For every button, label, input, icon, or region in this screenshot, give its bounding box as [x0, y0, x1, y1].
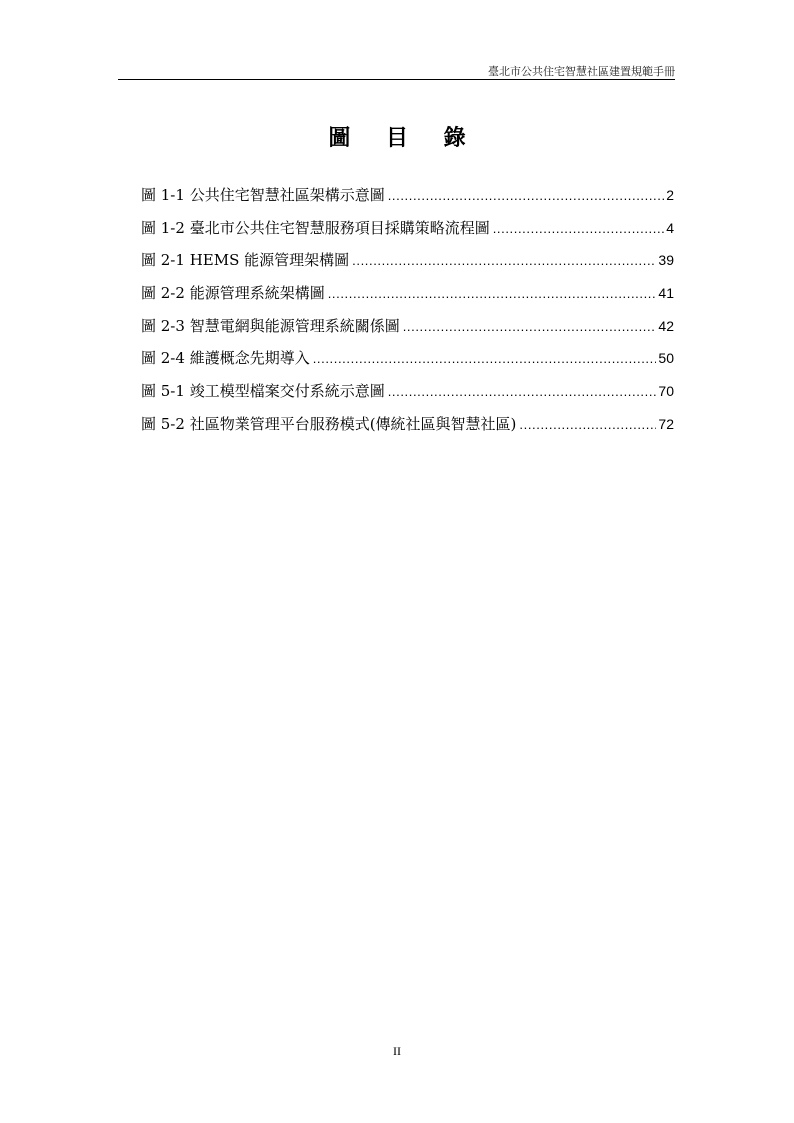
entry-label: 圖 2-3 智慧電網與能源管理系統關係圖: [141, 316, 400, 335]
list-item[interactable]: [141, 280, 674, 313]
entry-label: 圖 1-1 公共住宅智慧社區架構示意圖: [141, 186, 385, 204]
entry-page-number: 39: [658, 252, 674, 269]
page-title: 圖 目 錄: [328, 126, 480, 151]
dot-leader: [313, 346, 657, 372]
dot-leader: [388, 183, 665, 209]
list-item[interactable]: [141, 345, 674, 378]
list-item[interactable]: [141, 378, 674, 411]
running-header: 臺北市公共住宅智慧社區建置規範手冊: [488, 65, 675, 78]
entry-page-number: 4: [666, 219, 674, 236]
entry-label: 圖 2-1 HEMS 能源管理架構圖: [141, 251, 350, 270]
entry-page-number: 50: [658, 350, 674, 367]
list-item[interactable]: [141, 411, 674, 444]
entry-label: 圖 2-4 維護概念先期導入: [141, 349, 310, 368]
dot-leader: [519, 412, 656, 438]
dot-leader: [328, 281, 657, 307]
figure-list: [141, 182, 674, 444]
dot-leader: [352, 248, 656, 274]
entry-label: 圖 2-2 能源管理系統架構圖: [141, 284, 325, 303]
entry-page-number: 2: [666, 187, 674, 203]
list-item[interactable]: [141, 247, 674, 280]
list-item[interactable]: [141, 182, 674, 215]
entry-page-number: 42: [658, 317, 674, 334]
dot-leader: [388, 379, 657, 405]
entry-label: 圖 5-1 竣工模型檔案交付系統示意圖: [141, 382, 385, 401]
list-item[interactable]: [141, 313, 674, 346]
header-rule: [118, 79, 675, 80]
list-item[interactable]: [141, 215, 674, 248]
entry-page-number: 72: [658, 415, 674, 432]
entry-page-number: 70: [658, 383, 674, 400]
dot-leader: [493, 216, 665, 242]
entry-page-number: 41: [658, 285, 674, 302]
dot-leader: [403, 314, 657, 340]
page-number: II: [393, 1044, 401, 1058]
entry-label: 圖 1-2 臺北市公共住宅智慧服務項目採購策略流程圖: [141, 218, 490, 237]
entry-label: 圖 5-2 社區物業管理平台服務模式(傳統社區與智慧社區): [141, 414, 517, 433]
